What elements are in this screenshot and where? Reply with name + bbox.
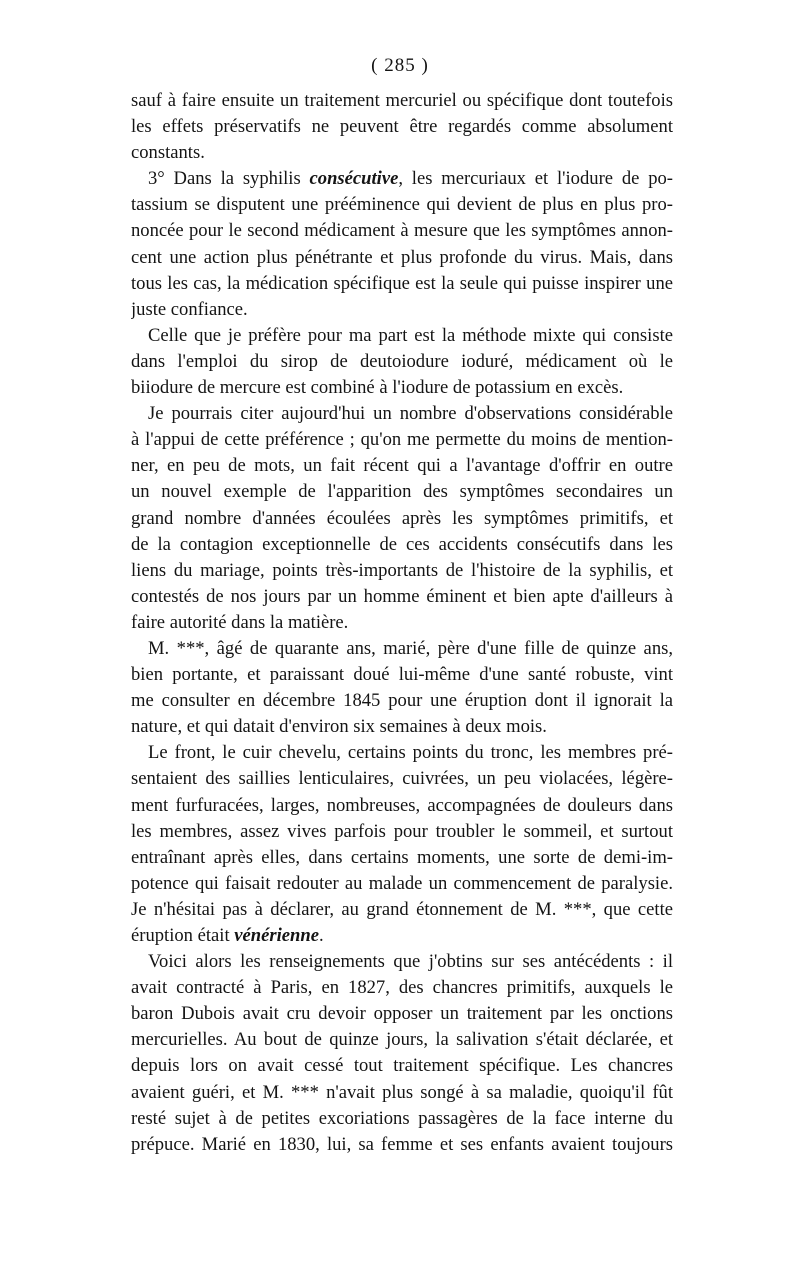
text-line: sauf à faire ensuite un traitement mercuriel ou spécifique dont toutefois (131, 90, 673, 111)
text-line: liens du mariage, points très-importants de l'histoire de la syphilis, et (131, 559, 673, 581)
text-line: Le front, le cuir chevelu, certains points du tronc, les membres pré- (148, 742, 673, 764)
text-line: noncée pour le second médicament à mesure que les symptômes annon- (131, 220, 673, 242)
text-line: sentaient des saillies lenticulaires, cuivrées, un peu violacées, légère- (131, 768, 673, 790)
text-line: biiodure de mercure est combiné à l'iodure de potassium en excès. (131, 377, 624, 399)
text-line: Voici alors les renseignements que j'obtins sur ses antécédents : il (148, 951, 673, 973)
text-line: Je pourrais citer aujourd'hui un nombre d'observations considérable (148, 403, 673, 425)
text-line: grand nombre d'années écoulées après les symptômes primitifs, et (131, 507, 673, 529)
text-line: bien portante, et paraissant doué lui-même d'une santé robuste, vint (131, 664, 673, 686)
text-line: avait contracté à Paris, en 1827, des chancres primitifs, auxquels le (131, 977, 673, 999)
text-line: nature, et qui datait d'environ six semaines à deux mois. (131, 716, 547, 738)
text-line-with-emphasis (131, 923, 673, 949)
text-line: juste confiance. (131, 298, 248, 320)
text-line: me consulter en décembre 1845 pour une éruption dont il ignorait la (131, 690, 673, 712)
text-line: faire autorité dans la matière. (131, 611, 349, 633)
text-line: cent une action plus pénétrante et plus profonde du virus. Mais, dans (131, 246, 673, 268)
text-line: Celle que je préfère pour ma part est la méthode mixte qui consiste (148, 324, 673, 346)
text-line: baron Dubois avait cru devoir opposer un traitement par les onctions (131, 1003, 673, 1025)
text-line: prépuce. Marié en 1830, lui, sa femme et ses enfants avaient toujours (131, 1133, 673, 1155)
text-line: resté sujet à de petites excoriations passagères de la face interne du (131, 1107, 673, 1129)
text-line: de la contagion exceptionnelle de ces accidents consécutifs dans les (131, 533, 673, 555)
paragraph-1 (131, 88, 673, 166)
text-line: mercurielles. Au bout de quinze jours, la salivation s'était déclarée, et (131, 1029, 673, 1051)
text-line-with-emphasis (131, 166, 673, 192)
paragraph-7 (131, 949, 673, 1158)
text-line: avaient guéri, et M. *** n'avait plus songé à sa maladie, quoiqu'il fût (131, 1081, 673, 1103)
paragraph-4 (131, 401, 673, 636)
text-line: depuis lors on avait cessé tout traitement spécifique. Les chancres (131, 1055, 673, 1077)
text-line: Je n'hésitai pas à déclarer, au grand étonnement de M. ***, que cette (131, 898, 673, 920)
text-line: les effets préservatifs ne peuvent être regardés comme absolument (131, 116, 673, 138)
text-line: ment furfuracées, larges, nombreuses, accompagnées de douleurs dans (131, 794, 673, 816)
italic-term: consécutive (309, 168, 399, 190)
text-line: à l'appui de cette préférence ; qu'on me permette du moins de mention- (131, 429, 673, 451)
text-line: tassium se disputent une prééminence qui devient de plus en plus pro- (131, 194, 673, 216)
text-run: 3° Dans la syphilis (148, 168, 310, 190)
text-run: . (318, 925, 324, 946)
text-line: contestés de nos jours par un homme éminent et bien apte d'ailleurs à (131, 585, 673, 607)
text-run: , les mercuriaux et l'iodure de po- (398, 168, 673, 190)
body-text (131, 88, 673, 1158)
text-line: tous les cas, la médication spécifique est la seule qui puisse inspirer une (131, 272, 673, 294)
text-line: les membres, assez vives parfois pour troubler le sommeil, et surtout (131, 820, 673, 842)
text-line: potence qui faisait redouter au malade un commencement de paralysie. (131, 872, 673, 894)
text-line: constants. (131, 142, 205, 164)
paragraph-3 (131, 323, 673, 401)
paragraph-5 (131, 636, 673, 740)
text-line: un nouvel exemple de l'apparition des symptômes secondaires un (131, 481, 673, 503)
text-line: ner, en peu de mots, un fait récent qui a l'avantage d'offrir en outre (131, 455, 673, 477)
italic-term: vénérienne (234, 925, 319, 946)
paragraph-2 (131, 166, 673, 323)
text-run: éruption était (131, 925, 235, 946)
text-line: entraînant après elles, dans certains moments, une sorte de demi-im- (131, 846, 673, 868)
text-line: dans l'emploi du sirop de deutoiodure ioduré, médicament où le (131, 350, 673, 372)
paragraph-6 (131, 740, 673, 949)
text-line: M. ***, âgé de quarante ans, marié, père d'une fille de quinze ans, (148, 637, 673, 659)
page-number: ( 285 ) (371, 55, 429, 76)
